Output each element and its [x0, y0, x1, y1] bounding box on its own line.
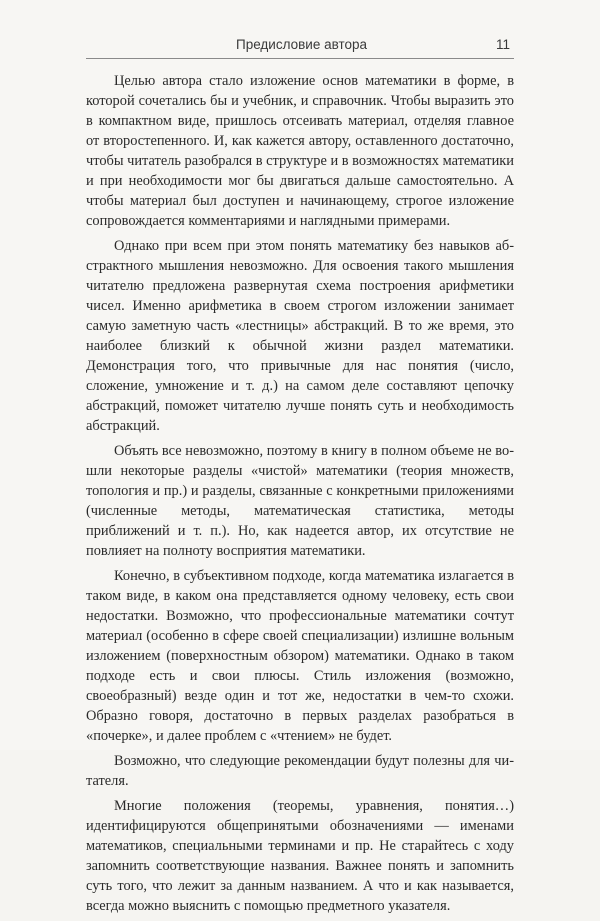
- paragraph: Объять все невозможно, поэтому в книгу в полном объеме не вошли некоторые разделы «чистой» математики (теория множеств, топология и пр.) и разделы, связанные с конкретными приложениями (численные методы, математическая статистика, методы приближений и т. п.). Но, как надеется автор, их отсутствие не повлияет на полноту восприятия математики.: [86, 443, 514, 559]
- page-number: 11: [495, 37, 510, 52]
- chapter-title: Предисловие автора: [236, 37, 368, 52]
- paragraph: Однако при всем при этом понять математику без навыков абстрактного мышления невозможно. Для освоения такого мышления читателю предложена развернутая схема построения арифметики чисел. Именно арифметика в своем строгом изложении занимает самую заметную часть «лестницы» абстракций. В то же время, это наиболее близкий к обычной жизни раздел математики. Демонстрация того, что привычные для нас понятия (число, сложение, умножение и т. д.) на самом деле составляют цепочку абстракций, поможет читателю лучше понять суть и необходимость абстракций.: [86, 238, 514, 434]
- body-text: [86, 71, 514, 921]
- paragraph: Целью автора стало изложение основ математики в форме, в которой сочетались бы и учебник, и справочник. Чтобы выразить это в компактном виде, пришлось отсеивать материал, отделяя главное от второстепенного. И, как кажется автору, оставленного достаточно, чтобы читатель разобрался в структуре и в возможностях математики и при необходимости мог бы двигаться дальше самостоятельно. А чтобы материал был доступен и начинающему, строгое изложение сопровождается комментариями и наглядными примерами.: [86, 73, 514, 229]
- paragraph: Многие положения (теоремы, уравнения, понятия…) идентифицируются общепринятыми обозначениями — именами математиков, специальными терминами и пр. Не старайтесь с ходу запомнить соответствующие названия. Важнее понять и запомнить суть того, что лежит за данным названием. А что и как называется, всегда можно выяснить с помощью предметного указателя.: [86, 798, 514, 914]
- running-header: [86, 36, 514, 59]
- paragraph: Конечно, в субъективном подходе, когда математика излагается в таком виде, в каком она представляется одному человеку, есть свои недостатки. Возможно, что профессиональные математики сочтут материал (особенно в сфере своей специализации) излишне вольным изложением (поверхностным обзором) математики. Однако в таком подходе есть и свои плюсы. Стиль изложения (возможно, своеобразный) везде один и тот же, недостатки в чем-то схожи. Образно говоря, достаточно в первых разделах разобраться в «почерке», и далее проблем с «чтением» не будет.: [86, 568, 514, 744]
- paragraph: Возможно, что следующие рекомендации будут полезны для читателя.: [86, 753, 514, 789]
